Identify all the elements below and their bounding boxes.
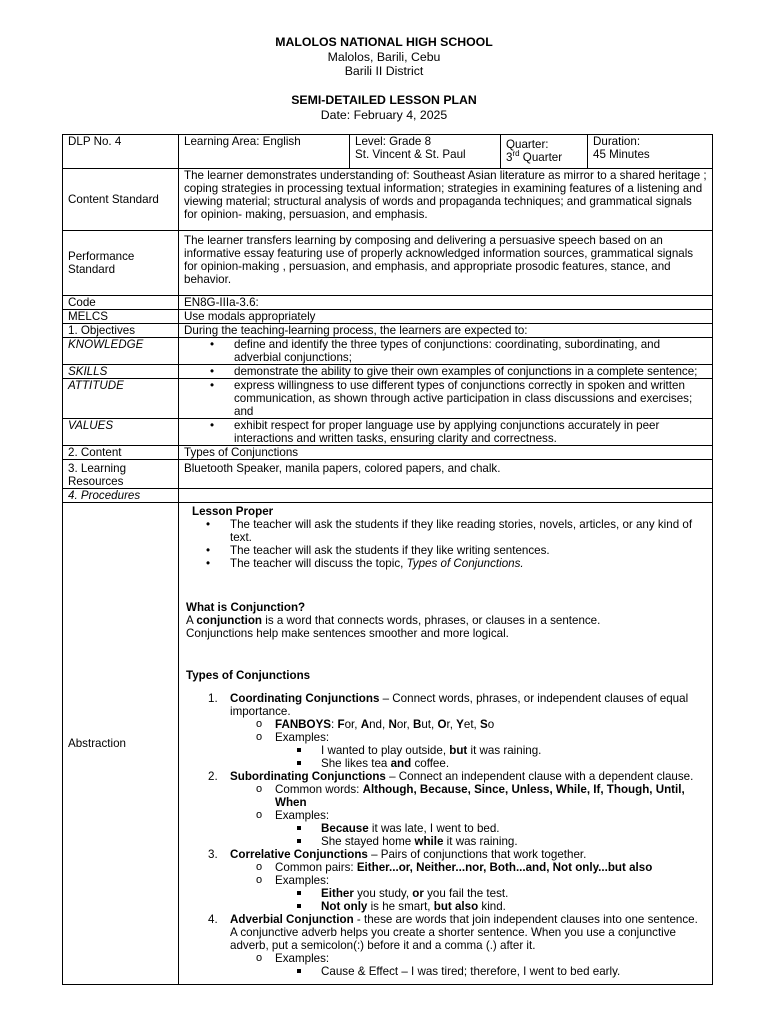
school-address: Malolos, Barili, Cebu [327, 49, 441, 64]
sq-list [275, 887, 707, 913]
content-row [63, 446, 713, 460]
melcs-label: MELCS [63, 310, 179, 324]
example-item: I wanted to play outside, but it was raining. [321, 744, 707, 757]
type-subordinating: 2. Subordinating Conjunctions – Connect an independent clause with a dependent clause. o Common words: Although, Because, Since, Unless, While, If, Though, Until, When o Examples: Because it was late, I went to bed. She stayed home while it was raining. [230, 770, 707, 848]
duration-label: Duration: [593, 135, 641, 148]
type-coordinating: 1. Coordinating Conjunctions – Connect words, phrases, or independent clauses of equal importance. o FANBOYS: For, And, Nor, But, Or, Yet, So o Examples: I wanted to play outside, but it was raining. She likes tea and coffee. [230, 692, 707, 770]
lesson-proper-item: • The teacher will discuss the topic, Types of Conjunctions. [230, 557, 707, 570]
school-name: MALOLOS NATIONAL HIGH SCHOOL [275, 35, 493, 49]
duration-value: 45 Minutes [593, 148, 650, 161]
circ-list [230, 861, 707, 913]
objectives-intro: During the teaching-learning process, the learners are expected to: [179, 324, 713, 338]
conjunction-definition: A conjunction is a word that connects words, phrases, or clauses in a sentence. [186, 614, 601, 627]
performance-standard-row [63, 231, 713, 296]
performance-standard-label: Performance Standard [63, 231, 179, 296]
knowledge-label: KNOWLEDGE [63, 338, 179, 365]
info-row [63, 135, 713, 169]
attitude-cell [179, 379, 713, 419]
melcs-value: Use modals appropriately [179, 310, 713, 324]
skills-label: SKILLS [63, 365, 179, 379]
skills-cell [179, 365, 713, 379]
content-value: Types of Conjunctions [179, 446, 713, 460]
content-standard-row [63, 169, 713, 231]
grade-level-label: Level: Grade 8 [355, 135, 432, 148]
examples-label: o Examples: I wanted to play outside, but it was raining. She likes tea and coffee. [275, 731, 707, 770]
type-correlative: 3. Correlative Conjunctions – Pairs of conjunctions that work together. o Common pairs: Either...or, Neither...nor, Both...and, Not only...but also o Examples: Either you study, or you fail the test. Not only is he smart, but also kind. [230, 848, 707, 913]
what-is-conjunction-heading: What is Conjunction? [186, 601, 306, 614]
class-sections: St. Vincent & St. Paul [355, 148, 466, 161]
lesson-plan-table [62, 134, 713, 985]
types-heading: Types of Conjunctions [186, 669, 311, 682]
attitude-row [63, 379, 713, 419]
example-item: She stayed home while it was raining. [321, 835, 707, 848]
type-adverbial: 4. Adverbial Conjunction - these are words that join independent clauses into one sentence. A conjunctive adverb helps you create a shorter sentence. When you use a conjunctive adverb, put a semicolon(:) before it and a comma (.) after it. o Examples: Cause & Effect – I was tired; therefore, I went to bed early. [230, 913, 707, 978]
values-cell [179, 419, 713, 446]
examples-label: o Examples: Cause & Effect – I was tired; therefore, I went to bed early. [275, 952, 707, 978]
content-label: 2. Content [63, 446, 179, 460]
grade-level [350, 135, 501, 169]
common-words: o Common words: Although, Because, Since, Unless, While, If, Though, Until, When [275, 783, 707, 809]
sq-list [275, 822, 707, 848]
code-value: EN8G-IIIa-3.6: [179, 296, 713, 310]
procedures-value [179, 489, 713, 503]
values-row [63, 419, 713, 446]
sq-list [275, 965, 707, 978]
objectives-label: 1. Objectives [63, 324, 179, 338]
abstraction-row [63, 503, 713, 985]
resources-value: Bluetooth Speaker, manila papers, colored papers, and chalk. [179, 460, 713, 489]
knowledge-row [63, 338, 713, 365]
example-item: Because it was late, I went to bed. [321, 822, 707, 835]
example-item: She likes tea and coffee. [321, 757, 707, 770]
attitude-label: ATTITUDE [63, 379, 179, 419]
school-district: Barili II District [344, 64, 424, 78]
values-label: VALUES [63, 419, 179, 446]
circ-list [230, 952, 707, 978]
procedures-label: 4. Procedures [63, 489, 179, 503]
abstraction-content [179, 503, 713, 985]
melcs-row [63, 310, 713, 324]
code-label: Code [63, 296, 179, 310]
sq-list [275, 744, 707, 770]
circ-list [230, 718, 707, 770]
performance-standard-text: The learner transfers learning by composing and delivering a persuasive speech based on an informative essay featuring use of properly acknowledged information sources, grammatical signals for opinion-making , persuasion, and emphasis, and appropriate prosodic features, stance, and behavior. [179, 231, 713, 296]
fanboys-line: o FANBOYS: For, And, Nor, But, Or, Yet, So [275, 718, 707, 731]
lesson-proper-item: • The teacher will ask the students if they like writing sentences. [230, 544, 707, 557]
example-item: Either you study, or you fail the test. [321, 887, 707, 900]
code-row [63, 296, 713, 310]
abstraction-label: Abstraction [63, 503, 179, 985]
lesson-proper-item: • The teacher will ask the students if they like reading stories, novels, articles, or any kind of text. [230, 518, 707, 544]
resources-label: 3. Learning Resources [63, 460, 179, 489]
knowledge-cell [179, 338, 713, 365]
attitude-objective: • express willingness to use different types of conjunctions correctly in spoken and written communication, as shown through active participation in class discussions and exercises; and [234, 379, 707, 418]
example-item: Cause & Effect – I was tired; therefore, I went to bed early. [321, 965, 707, 978]
abstraction-wrap [184, 503, 707, 978]
quarter-label: Quarter: [506, 138, 549, 151]
quarter [501, 135, 588, 169]
quarter-value: 3rd Quarter [506, 149, 563, 164]
knowledge-objective: • define and identify the three types of conjunctions: coordinating, subordinating, and adverbial conjunctions; [234, 338, 707, 364]
example-item: Not only is he smart, but also kind. [321, 900, 707, 913]
common-pairs: o Common pairs: Either...or, Neither...nor, Both...and, Not only...but also [275, 861, 707, 874]
values-objective: • exhibit respect for proper language use by applying conjunctions accurately in peer interactions and written tasks, ensuring clarity and correctness. [234, 419, 707, 445]
skills-row [63, 365, 713, 379]
lesson-proper-heading: Lesson Proper [192, 505, 274, 518]
content-standard-text: The learner demonstrates understanding of: Southeast Asian literature as mirror to a shared heritage ; coping strategies in processing textual information; strategies in examining features of a listening and viewing material; structural analysis of words and propaganda techniques; and grammatical signals for opinion- making, persuasion, and emphasis. [179, 169, 713, 231]
lesson-proper-list [186, 518, 707, 570]
types-list [186, 692, 707, 978]
plan-heading [0, 93, 768, 122]
conjunction-definition-2: Conjunctions help make sentences smoother and more logical. [186, 627, 509, 640]
procedures-row [63, 489, 713, 503]
plan-title: SEMI-DETAILED LESSON PLAN [291, 93, 477, 107]
duration [588, 135, 713, 169]
header [0, 35, 768, 79]
circ-list [230, 783, 707, 848]
examples-label: o Examples: Because it was late, I went to bed. She stayed home while it was raining. [275, 809, 707, 848]
plan-date: Date: February 4, 2025 [320, 107, 448, 122]
resources-row [63, 460, 713, 489]
dlp-number: DLP No. 4 [63, 135, 179, 169]
skills-objective: • demonstrate the ability to give their own examples of conjunctions in a complete sentence; [234, 365, 707, 378]
objectives-row [63, 324, 713, 338]
content-standard-label: Content Standard [63, 169, 179, 231]
examples-label: o Examples: Either you study, or you fail the test. Not only is he smart, but also kind. [275, 874, 707, 913]
learning-area: Learning Area: English [179, 135, 350, 169]
